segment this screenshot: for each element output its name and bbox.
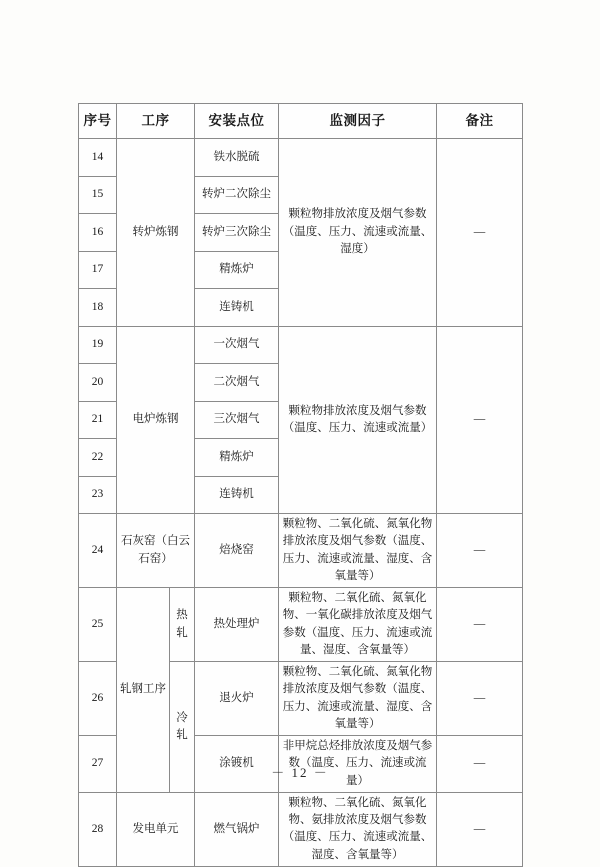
remark: — [437,588,523,662]
row-number: 14 [79,139,117,177]
table-row [79,514,523,588]
table-body [79,139,523,867]
table-row [79,792,523,866]
row-number: 22 [79,439,117,477]
remark: — [437,792,523,866]
install-point: 涂镀机 [195,736,279,793]
row-number: 24 [79,514,117,588]
column-header-process: 工序 [117,104,195,139]
column-header-install-point: 安装点位 [195,104,279,139]
monitor-factor: 非甲烷总烃排放浓度及烟气参数（温度、压力、流速或流量） [279,736,437,793]
row-number: 23 [79,476,117,514]
monitor-factor: 颗粒物、二氧化硫、氮氧化物排放浓度及烟气参数（温度、压力、流速或流量、湿度、含氧量等） [279,662,437,736]
row-number: 16 [79,214,117,252]
install-point: 精炼炉 [195,439,279,477]
remark: — [437,736,523,793]
remark: — [437,139,523,327]
install-point: 三次烟气 [195,401,279,439]
column-header-no: 序号 [79,104,117,139]
install-point: 燃气锅炉 [195,792,279,866]
row-number: 28 [79,792,117,866]
install-point: 转炉二次除尘 [195,176,279,214]
install-point: 一次烟气 [195,326,279,364]
sub-process-name: 冷轧 [170,662,195,793]
table-row [79,588,523,662]
row-number: 17 [79,251,117,289]
install-point: 转炉三次除尘 [195,214,279,252]
install-point: 热处理炉 [195,588,279,662]
monitor-factor: 颗粒物、二氧化硫、氮氧化物、一氧化碳排放浓度及烟气参数（温度、压力、流速或流量、湿度、含氧量等） [279,588,437,662]
install-point: 退火炉 [195,662,279,736]
install-point: 焙烧窑 [195,514,279,588]
remark: — [437,662,523,736]
table-row [79,326,523,364]
row-number: 26 [79,662,117,736]
monitor-factor: 颗粒物、二氧化硫、氮氧化物排放浓度及烟气参数（温度、压力、流速或流量、湿度、含氧量等） [279,514,437,588]
table-header [79,104,523,139]
row-number: 21 [79,401,117,439]
column-header-remark: 备注 [437,104,523,139]
row-number: 18 [79,289,117,327]
table-row [79,139,523,177]
remark: — [437,514,523,588]
column-header-monitor-factor: 监测因子 [279,104,437,139]
sub-process-name: 热轧 [170,588,195,662]
row-number: 19 [79,326,117,364]
row-number: 27 [79,736,117,793]
install-point: 连铸机 [195,476,279,514]
process-name: 轧钢工序 [117,588,170,793]
monitor-factor: 颗粒物排放浓度及烟气参数（温度、压力、流速或流量、湿度） [279,139,437,327]
monitoring-spec-table-wrapper [78,103,522,867]
process-name: 石灰窑（白云石窑） [117,514,195,588]
process-name: 转炉炼钢 [117,139,195,327]
row-number: 15 [79,176,117,214]
page-footer: － 12 － [271,765,329,780]
install-point: 精炼炉 [195,251,279,289]
row-number: 20 [79,364,117,402]
row-number: 25 [79,588,117,662]
table-header-row [79,104,523,139]
monitoring-spec-table [78,103,523,867]
install-point: 二次烟气 [195,364,279,402]
install-point: 连铸机 [195,289,279,327]
process-name: 发电单元 [117,792,195,866]
process-name: 电炉炼钢 [117,326,195,514]
monitor-factor: 颗粒物、二氧化硫、氮氧化物、氨排放浓度及烟气参数（温度、压力、流速或流量、湿度、含氧量等） [279,792,437,866]
install-point: 铁水脱硫 [195,139,279,177]
monitor-factor: 颗粒物排放浓度及烟气参数（温度、压力、流速或流量） [279,326,437,514]
remark: — [437,326,523,514]
